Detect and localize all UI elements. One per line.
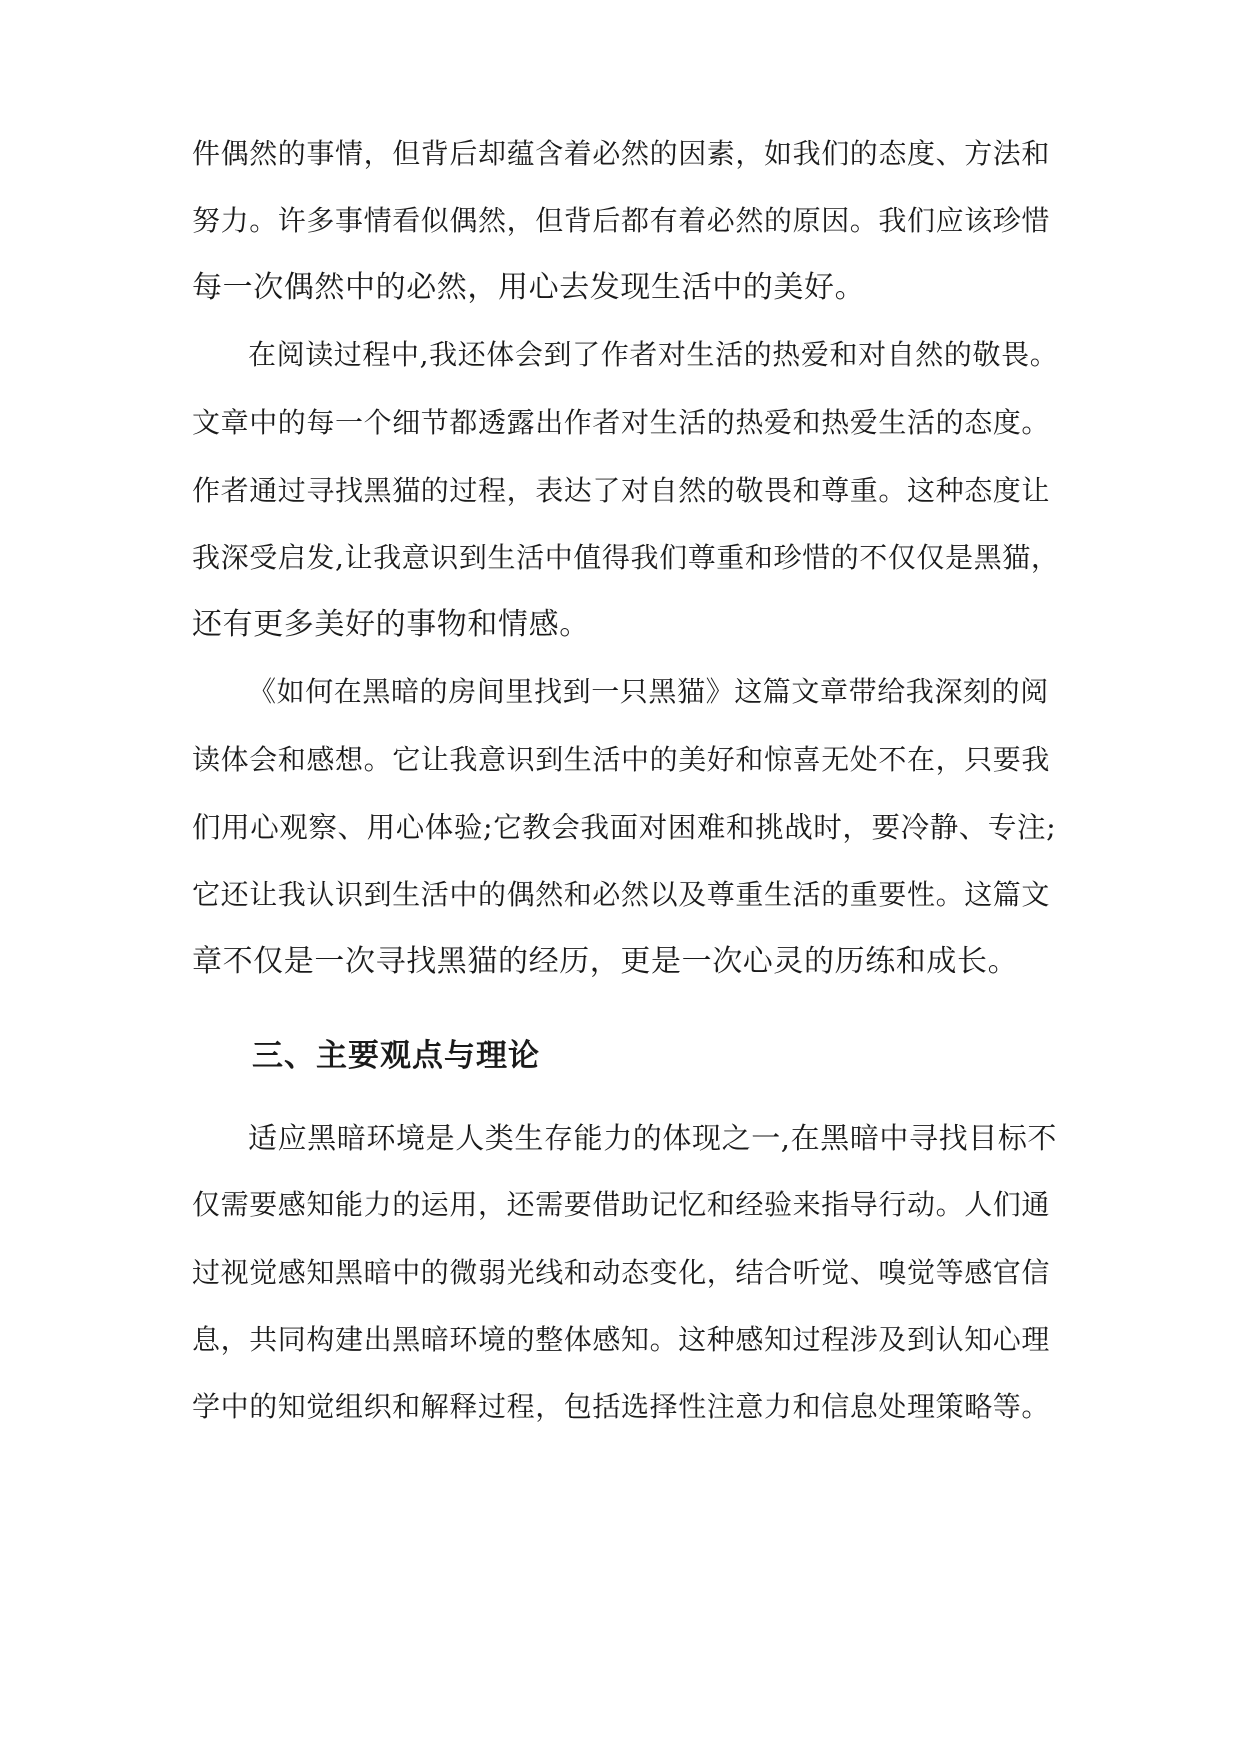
section-paragraph-line-3: 过视觉感知黑暗中的微弱光线和动态变化，结合听觉、嗅觉等感官信 — [192, 1256, 1051, 1289]
section-paragraph-line-2: 仅需要感知能力的运用，还需要借助记忆和经验来指导行动。人们通 — [192, 1188, 1051, 1221]
section-paragraph-line-1: 适应黑暗环境是人类生存能力的体现之一,在黑暗中寻找目标不 — [248, 1121, 1058, 1155]
paragraph-3-line-1: 《如何在黑暗的房间里找到一只黑猫》这篇文章带给我深刻的阅 — [248, 675, 1049, 708]
paragraph-3-line-3: 们用心观察、用心体验;它教会我面对困难和挑战时，要冷静、专注; — [192, 811, 1057, 844]
section-heading: 三、主要观点与理论 — [252, 1038, 540, 1074]
paragraph-3-line-5: 章不仅是一次寻找黑猫的经历，更是一次心灵的历练和成长。 — [192, 944, 1019, 979]
paragraph-1-line-1: 件偶然的事情，但背后却蕴含着必然的因素，如我们的态度、方法和 — [192, 137, 1051, 170]
paragraph-2-line-4: 我深受启发,让我意识到生活中值得我们尊重和珍惜的不仅仅是黑猫， — [192, 541, 1060, 574]
paragraph-2-line-1: 在阅读过程中,我还体会到了作者对生活的热爱和对自然的敬畏。 — [248, 338, 1059, 371]
paragraph-2-line-2: 文章中的每一个细节都透露出作者对生活的热爱和热爱生活的态度。 — [192, 406, 1051, 439]
paragraph-3-line-2: 读体会和感想。它让我意识到生活中的美好和惊喜无处不在，只要我 — [192, 743, 1051, 776]
paragraph-2-line-3: 作者通过寻找黑猫的过程，表达了对自然的敬畏和尊重。这种态度让 — [192, 474, 1051, 507]
paragraph-3-line-4: 它还让我认识到生活中的偶然和必然以及尊重生活的重要性。这篇文 — [192, 878, 1051, 911]
section-paragraph-line-4: 息，共同构建出黑暗环境的整体感知。这种感知过程涉及到认知心理 — [192, 1323, 1051, 1356]
paragraph-1-line-2: 努力。许多事情看似偶然，但背后都有着必然的原因。我们应该珍惜 — [192, 204, 1051, 237]
paragraph-1-line-3: 每一次偶然中的必然，用心去发现生活中的美好。 — [192, 270, 866, 305]
section-paragraph-line-5: 学中的知觉组织和解释过程，包括选择性注意力和信息处理策略等。 — [192, 1390, 1051, 1423]
paragraph-2-line-5: 还有更多美好的事物和情感。 — [192, 607, 590, 642]
